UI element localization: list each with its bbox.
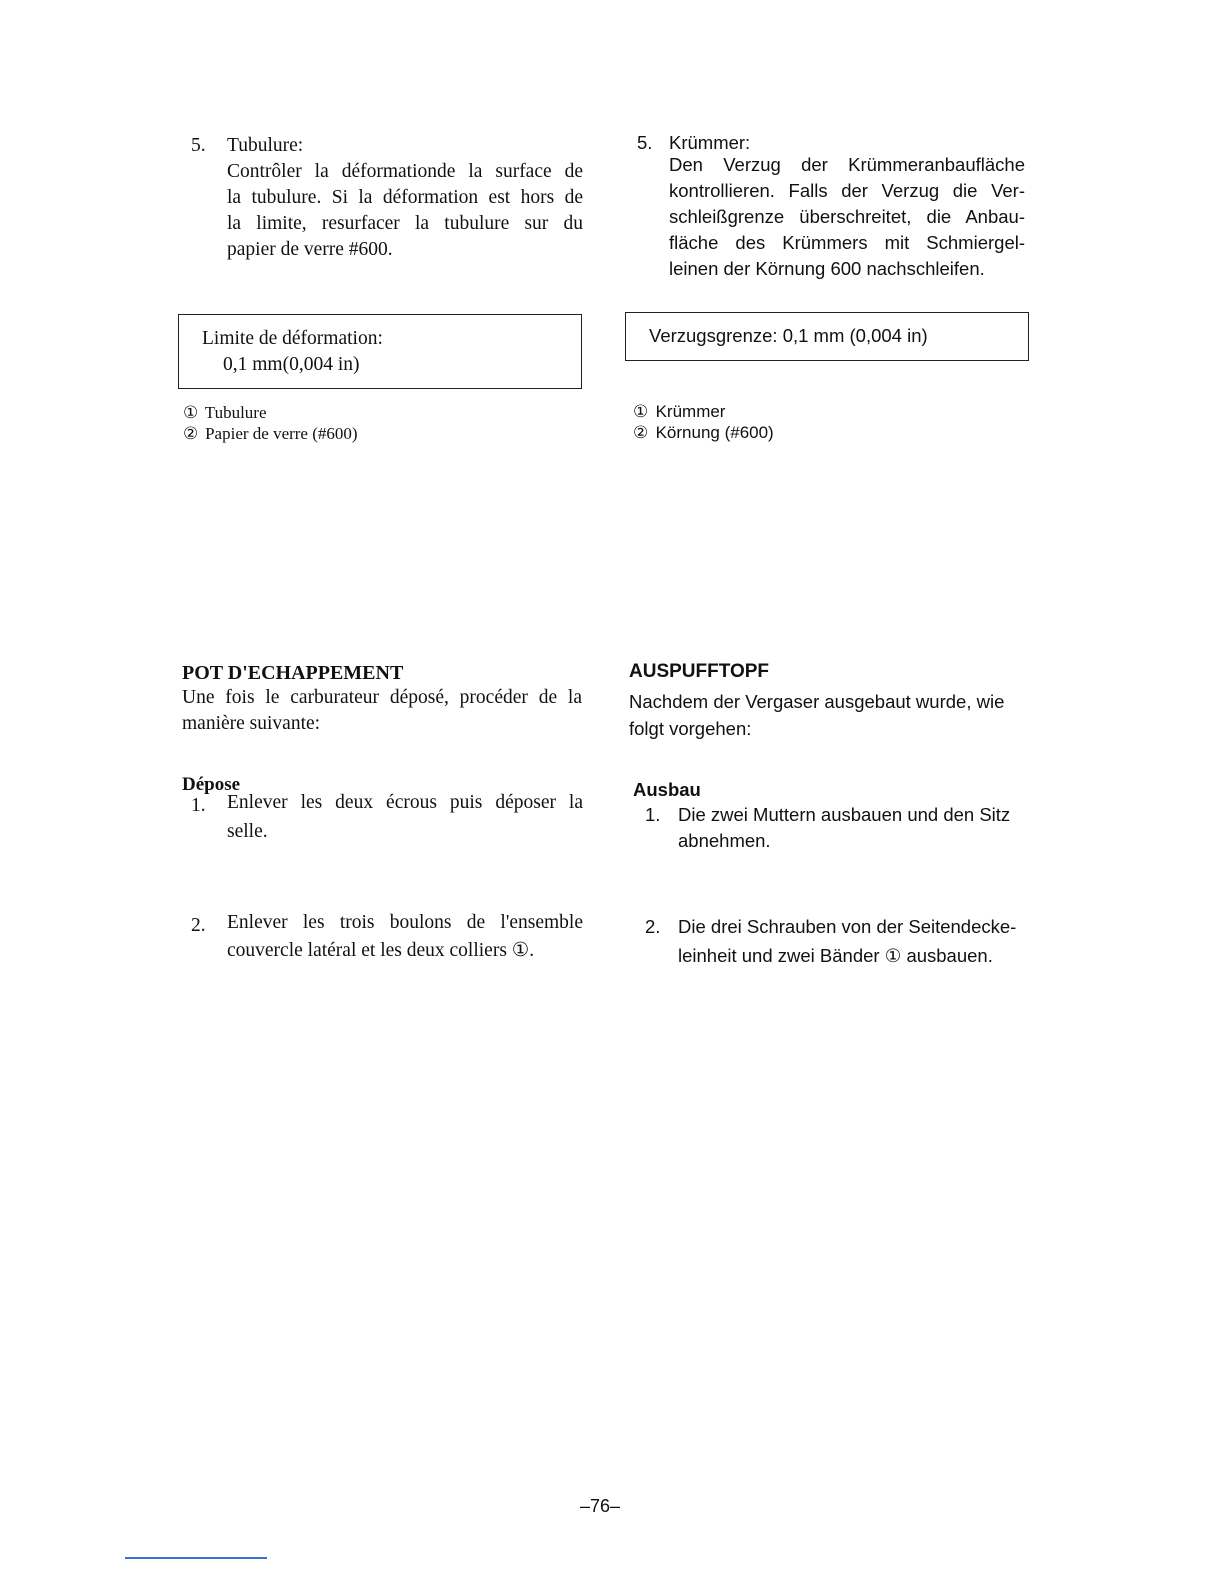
de-intro-line: Nachdem der Vergaser ausgebaut wurde, wie [629, 691, 1005, 712]
fr-spec-box [178, 314, 582, 389]
de-legend [633, 401, 774, 443]
de-step1-body [678, 802, 1010, 854]
fr-spec-value: 0,1 mm(0,004 in) [223, 354, 360, 375]
fr-item5-line: la tubulure. Si la déformation est hors de [227, 187, 583, 208]
de-step2-line: leinheit und zwei Bänder ① ausbauen. [678, 945, 993, 966]
de-subheading: Ausbau [633, 779, 701, 800]
de-item5-line: Den Verzug der Krümmeranbaufläche [669, 154, 1025, 175]
de-step1-line: Die zwei Muttern ausbauen und den Sitz [678, 804, 1011, 825]
fr-step2-line: couvercle latéral et les deux colliers ①. [227, 940, 535, 961]
circled-number: ② [183, 424, 199, 443]
fr-item5-line: papier de verre #600. [227, 239, 393, 260]
circled-number: ② [633, 423, 649, 442]
de-section-heading: AUSPUFFTOPF [629, 661, 770, 682]
de-intro-line: folgt vorgehen: [629, 718, 752, 739]
de-spec-box [625, 312, 1029, 361]
page-number: –76– [580, 1496, 621, 1516]
fr-step1-number: 1. [191, 795, 206, 816]
fr-legend-text: Papier de verre (#600) [205, 424, 358, 443]
fr-legend-text: Tubulure [204, 403, 267, 422]
fr-intro-line: manière suivante: [182, 713, 321, 734]
fr-item5-line: Contrôler la déformationde la surface de [227, 161, 583, 182]
de-item5-body [669, 152, 1025, 282]
de-step2-number: 2. [645, 916, 661, 937]
de-item5-number: 5. [637, 132, 653, 153]
fr-step2-body [227, 909, 583, 965]
fr-legend-item [183, 423, 358, 444]
de-item5-line: fläche des Krümmers mit Schmiergel- [669, 232, 1025, 253]
de-spec-text: Verzugsgrenze: 0,1 mm (0,004 in) [649, 325, 928, 346]
fr-item5-line: la limite, resurfacer la tubulure sur du [227, 213, 583, 234]
de-item5-line: leinen der Körnung 600 nachschleifen. [669, 258, 985, 279]
fr-step2-line: Enlever les trois boulons de l'ensemble [227, 912, 583, 933]
de-step1-line: abnehmen. [678, 830, 771, 851]
de-item5-line: schleißgrenze überschreitet, die Anbau- [669, 206, 1025, 227]
de-section-intro [629, 688, 1031, 742]
de-legend-item [633, 422, 774, 443]
de-step1-number: 1. [645, 804, 661, 825]
footer-divider [125, 1557, 267, 1559]
fr-item5-number: 5. [191, 135, 206, 156]
de-legend-item [633, 401, 774, 422]
fr-item5-body [227, 159, 583, 263]
fr-step1-line: selle. [227, 821, 268, 842]
fr-legend [183, 402, 358, 444]
de-legend-text: Körnung (#600) [655, 423, 774, 442]
fr-section-intro [182, 685, 582, 737]
de-step2-body [678, 912, 1016, 970]
circled-number: ① [183, 403, 199, 422]
de-item5-line: kontrollieren. Falls der Verzug die Ver- [669, 180, 1025, 201]
de-item5-title: Krümmer: [669, 132, 751, 153]
fr-item5-title: Tubulure: [227, 135, 304, 156]
fr-intro-line: Une fois le carburateur déposé, procéder de la [182, 687, 582, 708]
fr-spec-label: Limite de déformation: [202, 328, 383, 349]
fr-step1-body [227, 789, 583, 847]
fr-subheading: Dépose [182, 774, 241, 795]
de-legend-text: Krümmer [655, 402, 726, 421]
de-step2-line: Die drei Schrauben von der Seitendecke- [678, 916, 1017, 937]
fr-step1-line: Enlever les deux écrous puis déposer la [227, 792, 583, 813]
fr-step2-number: 2. [191, 915, 206, 936]
fr-section-heading: POT D'ECHAPPEMENT [182, 662, 404, 684]
circled-number: ① [633, 402, 649, 421]
fr-legend-item [183, 402, 358, 423]
